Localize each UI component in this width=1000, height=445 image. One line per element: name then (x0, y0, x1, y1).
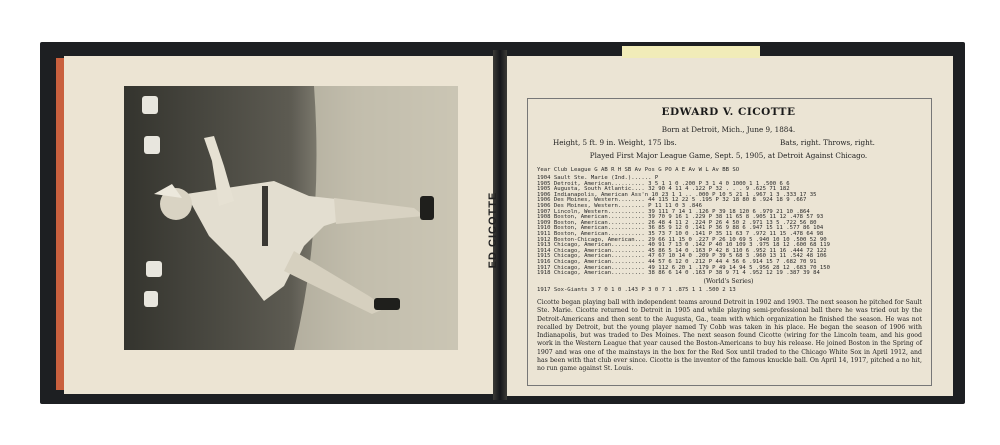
stat-table-row: 1909 Boston, American........... 26 48 4 11 2 .224 P 26 4 50 2 .971 13 5 .722 56 80 (537, 219, 817, 226)
stat-table-row: 1908 Boston, American........... 39 70 9 16 1 .229 P 38 11 65 8 .905 11 12 .478 57 93 (537, 214, 824, 221)
stat-table-row: 1914 Chicago, American.......... 45 86 5 14 0 .163 P 42 8 110 6 .952 11 16 .444 72 122 (537, 247, 827, 254)
stat-table-row: 1913 Chicago, American.......... 40 91 7 13 0 .142 P 40 10 109 3 .975 18 12 .600 68 119 (537, 242, 830, 249)
biography-text: Cicotte began playing ball with independent teams around Detroit in 1902 and 1903. The next season he pitched for Sault Ste. Marie. Cicotte returned to Detroit in 1905 and while playing semi-professional ball there he was tried out by the Detroit-Americans and then sent to the Augusta, Ga., team with which organization he finished the season. He was not recalled by Detroit, but the young player named Ty Cobb was taken in his place. He began the season of 1906 with Indianapolis, but was traded to Des Moines. The next season found Cicotte (wiring for the Lincoln team, and his good work in the Western League that year caused the Boston-Americans to buy his release. He joined Boston in the Spring of 1907 and was one of the mainstays in the box for the Red Sox until traded to the Chicago White Sox in April 1912, and has been with that club ever since. Cicotte is the inventor of the famous knuckle ball. On April 14, 1917, pitched a no hit, no run game against St. Louis. (537, 299, 922, 373)
bats-throws: Bats, right. Throws, right. (780, 138, 875, 147)
stat-table-row: 1904 Sault Ste. Marie (Ind.)...... P (537, 175, 659, 181)
birth-info: Born at Detroit, Mich., June 9, 1884. (661, 125, 796, 134)
stat-table-row: 1906 Des Moines, Western........ 44 115 12 22 5 .195 P 32 18 80 8 .924 18 9 .667 (537, 197, 807, 204)
stat-table-row: 1906 Indianapolis, American Ass'n 10 23 1 1 .. .000 P 10 5 21 1 .967 1 3 .333 17 35 (537, 191, 817, 198)
stat-table-header: Year Club League G AB R H SB Av Pos G PO A E Av W L Av BB SO (537, 167, 740, 173)
world-series-title: (World's Series) (703, 278, 754, 285)
pitcher-illustration (124, 86, 458, 350)
player-photo (124, 86, 458, 350)
photo-caption: ED CICOTTE (487, 191, 499, 269)
height-weight: Height, 5 ft. 9 in. Weight, 175 lbs. (553, 138, 677, 147)
stat-table-row: 1911 Boston, American........... 35 73 7 10 0 .141 P 35 11 63 7 .972 11 15 .478 64 98 (537, 231, 824, 237)
stat-table-row: 1916 Chicago, American.......... 44 57 6 12 0 .212 P 44 4 56 6 .914 15 7 .682 70 91 (537, 259, 817, 265)
first-game: Played First Major League Game, Sept. 5, 1905, at Detroit Against Chicago. (589, 151, 868, 160)
stat-table-row: 1905 Augusta, South Atlantic.... 32 90 4 11 4 .122 P 32 . . . 9 .625 71 182 (537, 186, 790, 193)
stat-table-row: 1906 Des Moines, Western........ P 11 11 0 3 .846 (537, 203, 703, 209)
world-series-row: 1917 Sox-Giants 3 7 0 1 0 .143 P 3 0 7 1 .875 1 1 .500 2 13 (537, 287, 736, 293)
stat-table-row: 1910 Boston, American........... 36 85 9 12 0 .141 P 36 9 88 6 .947 15 11 .577 86 104 (537, 225, 824, 232)
stat-table-row: 1915 Chicago, American.......... 47 67 10 14 0 .209 P 39 5 68 3 .960 13 11 .542 48 106 (537, 253, 827, 260)
stat-table-row: 1918 Chicago, American.......... 38 86 6 14 0 .163 P 38 9 71 4 .952 12 19 .387 39 84 (537, 270, 820, 277)
stat-table-row: 1905 Detroit, American.......... 3 5 1 1 0 .200 P 3 1 4 0 1000 1 1 .500 6 6 (537, 180, 790, 187)
stat-table-row: 1917 Chicago, American.......... 49 112 6 20 1 .179 P 49 14 94 5 .956 28 12 .683 70 150 (537, 264, 830, 271)
stat-table-row: 1912 Boston-Chicago, American... 29 66 11 15 0 .227 P 26 10 69 5 .940 10 10 .500 52 90 (537, 236, 827, 243)
bookmark-tab (622, 46, 760, 58)
player-name: EDWARD V. CICOTTE (661, 106, 796, 118)
stat-table-row: 1907 Lincoln, Western........... 39 111 7 14 1 .126 P 39 18 120 6 .979 21 10 .864 (537, 208, 810, 215)
